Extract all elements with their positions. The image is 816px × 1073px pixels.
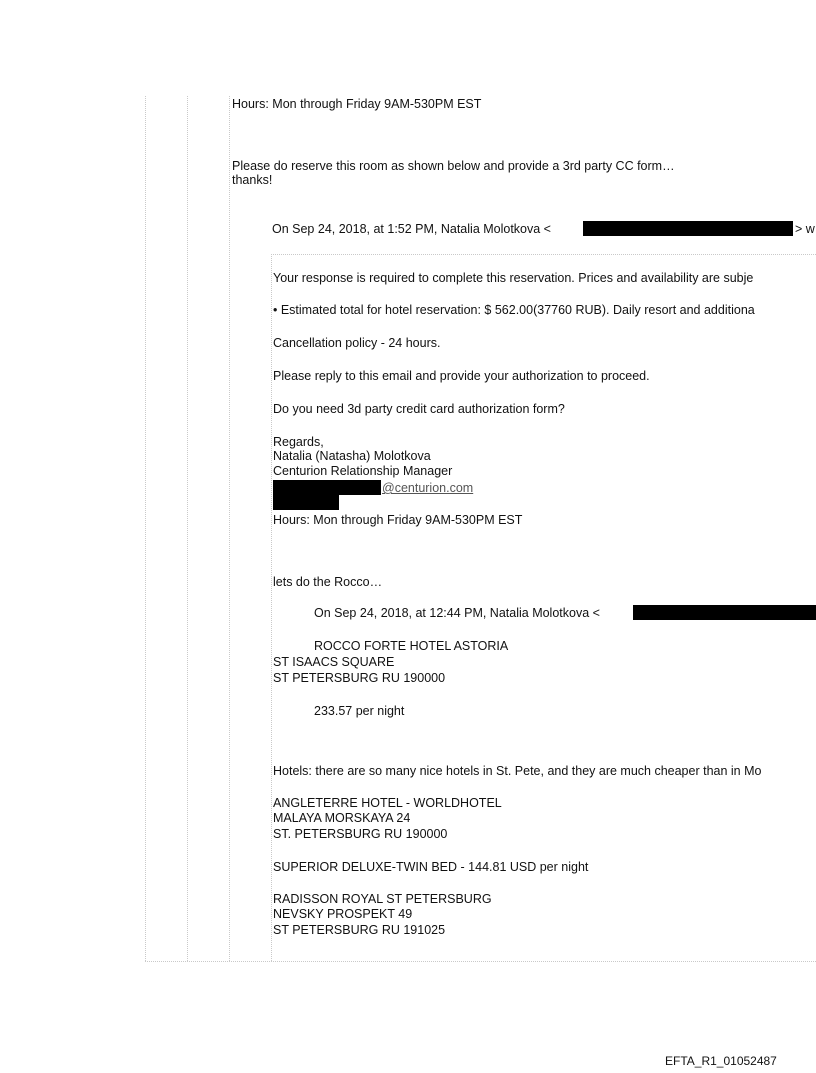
quote-rail-bottom <box>145 961 816 962</box>
quote1-header-suffix: > w <box>795 222 815 236</box>
signature-title: Centurion Relationship Manager <box>273 464 453 478</box>
quote-rail-top <box>271 254 816 255</box>
quote1-header: On Sep 24, 2018, at 1:52 PM, Natalia Molotkova < <box>272 222 551 236</box>
quote1-paragraph-2: • Estimated total for hotel reservation: $ 562.00(37760 RUB). Daily resort and additiona <box>273 303 755 317</box>
hotel2-city: ST. PETERSBURG RU 190000 <box>273 827 448 841</box>
signature-hours: Hours: Mon through Friday 9AM-530PM EST <box>273 513 523 527</box>
quote-rail-4 <box>271 254 272 961</box>
quote1-paragraph-1: Your response is required to complete this reservation. Prices and availability are subje <box>273 271 754 285</box>
quote2-header: On Sep 24, 2018, at 12:44 PM, Natalia Molotkova < <box>314 606 600 620</box>
document-id: EFTA_R1_01052487 <box>665 1054 777 1068</box>
hotel3-city: ST PETERSBURG RU 191025 <box>273 923 446 937</box>
quote1-reply: lets do the Rocco… <box>273 575 383 589</box>
signature-name: Natalia (Natasha) Molotkova <box>273 449 431 463</box>
signature-regards: Regards, <box>273 435 324 449</box>
outer-request: Please do reserve this room as shown below and provide a 3rd party CC form… <box>232 159 675 173</box>
hotel1-name: ROCCO FORTE HOTEL ASTORIA <box>314 639 509 653</box>
quote-rail-1 <box>145 96 146 961</box>
redaction-phone <box>273 495 339 510</box>
quote-rail-2 <box>187 96 188 961</box>
outer-thanks: thanks! <box>232 173 273 187</box>
hotel1-city: ST PETERSBURG RU 190000 <box>273 671 446 685</box>
hotel2-street: MALAYA MORSKAYA 24 <box>273 811 411 825</box>
outer-hours: Hours: Mon through Friday 9AM-530PM EST <box>232 97 482 111</box>
quote1-paragraph-4: Please reply to this email and provide your authorization to proceed. <box>273 369 650 383</box>
quote1-paragraph-5: Do you need 3d party credit card authorization form? <box>273 402 565 416</box>
signature-email-link[interactable]: @centurion.com <box>382 481 474 495</box>
quote1-paragraph-3: Cancellation policy - 24 hours. <box>273 336 441 350</box>
redaction-email-1 <box>583 221 793 236</box>
redaction-email-3 <box>633 605 816 620</box>
hotels-intro: Hotels: there are so many nice hotels in St. Pete, and they are much cheaper than in Mo <box>273 764 762 778</box>
hotel2-room: SUPERIOR DELUXE-TWIN BED - 144.81 USD per night <box>273 860 589 874</box>
hotel1-street: ST ISAACS SQUARE <box>273 655 395 669</box>
hotel1-rate: 233.57 per night <box>314 704 405 718</box>
hotel3-name: RADISSON ROYAL ST PETERSBURG <box>273 892 492 906</box>
redaction-email-2 <box>273 480 381 495</box>
quote-rail-3 <box>229 96 230 961</box>
hotel3-street: NEVSKY PROSPEKT 49 <box>273 907 413 921</box>
hotel2-name: ANGLETERRE HOTEL - WORLDHOTEL <box>273 796 502 810</box>
